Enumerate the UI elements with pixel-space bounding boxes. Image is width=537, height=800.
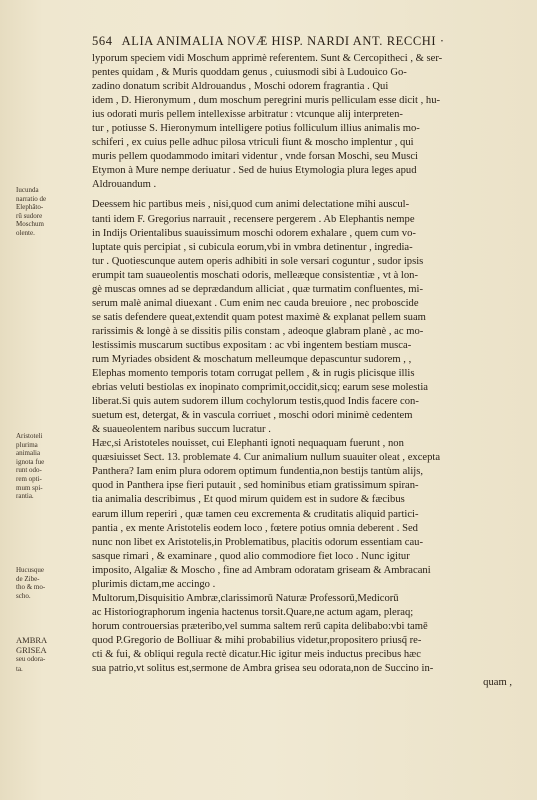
margin-line: Moschum xyxy=(16,220,44,229)
paragraph-2 xyxy=(92,198,522,437)
margin-line: ta. xyxy=(16,664,23,673)
text-line: erumpit tam suaueolentis moschati odoris, melleæque consistentiæ , vt à lon- xyxy=(92,269,418,281)
text-line: se satis defendere queat,extendit quam potest maximè & explanat pellem suam xyxy=(92,311,426,323)
text-line: schiferi , ex cuius pelle adhuc pilosa vtriculi fiunt & moscho implentur , qui xyxy=(92,137,414,149)
text-line: suetum est, detergat, & in vascula corriuet , moschi odori minimè cedentem xyxy=(92,410,413,422)
text-line: & suaueolentem naribus succum lucratur . xyxy=(92,424,271,436)
margin-line: Hucusque xyxy=(16,566,44,574)
margin-line: mum spi- xyxy=(16,483,43,492)
text-line: Aldrouandum . xyxy=(92,179,157,191)
text-line: in Indijs Orientalibus suauissimum moschi odorem exhalare , quem cum vo- xyxy=(92,227,416,239)
text-line: tanti idem F. Gregorius narrauit , recensere pergerem . Ab Elephantis nempe xyxy=(92,213,415,225)
text-line: gè muscas omnes ad se deprædandum alliciat , quæ turmatim confluentes, mi- xyxy=(92,283,423,295)
margin-line: runt odo- xyxy=(16,466,42,475)
margin-note-elephant xyxy=(16,186,90,238)
text-line: serum malè animal diuexant . Cum enim nec cauda breuiore , nec proboscide xyxy=(92,297,419,309)
margin-note-ambra xyxy=(16,636,90,674)
text-line: ebrias veluti bestiolas ex inopinato comprimit,occidit,sicq; earum sese molestia xyxy=(92,382,428,394)
margin-line: Aristoteli xyxy=(16,432,43,440)
text-line: quod in Panthera ipse fieri putauit , sed hominibus etiam gratissimum spiran- xyxy=(92,480,419,492)
text-line: tur , potiusse S. Hieronymum intelligere potius folliculum illius animalis mo- xyxy=(92,123,420,135)
text-line: nunc non libet ex Aristotelis,in Problematibus, placitis odorum essentiam cau- xyxy=(92,536,423,548)
margin-line: seu odora- xyxy=(16,655,46,663)
text-line: quod P.Gregorio de Bolliuar & mihi probabilius videtur,propositero priusq̃ re- xyxy=(92,634,422,646)
text-line: plurimis dictam,me accingo . xyxy=(92,578,216,590)
page-number: 564 xyxy=(92,34,113,48)
page-header xyxy=(92,34,522,49)
text-line: zadino donatum scribit Aldrouandus , Moschi odorem fragrantia . Qui xyxy=(92,81,389,93)
running-title: ALIA ANIMALIA NOVÆ HISP. NARDI ANT. RECCHI · xyxy=(121,34,445,48)
margin-line: scho. xyxy=(16,591,31,600)
text-line: tur . Quotiescunque autem operis adhibiti in sole versari coguntur , sudor ipsis xyxy=(92,255,424,267)
text-line: rum Myriades obsident & moschatum melleumque depascuntur sudorem , , xyxy=(92,353,412,365)
text-line: cti & fui, & obliqui regula rectè dicatur.Hic igitur meis inductus precibus hæc xyxy=(92,648,421,660)
paragraph-1 xyxy=(92,52,522,192)
catchword: quam , xyxy=(483,677,512,689)
text-line: Hæc,si Aristoteles nouisset, cui Elephanti ignoti nequaquam fuerunt , non xyxy=(92,438,404,450)
margin-line: tho & mo- xyxy=(16,583,46,592)
margin-line: ignota fue xyxy=(16,457,45,466)
margin-line: AMBRA xyxy=(16,636,48,645)
text-line: horum controuersias præteribo,vel summa saltem rerū capita delibabo:vbi tamē xyxy=(92,620,428,632)
margin-line: Elephāto- xyxy=(16,203,44,212)
text-line: rarissimis & longè à se dissitis pilis constam , adeoque glabram planè , ac mo- xyxy=(92,325,424,337)
text-line: sasque rimari , & examinare , quod alio commodiore fiet loco . Nunc igitur xyxy=(92,550,410,562)
text-line: Multorum,Disquisitio Ambræ,clarissimorū Naturæ Professorū,Medicorū xyxy=(92,592,399,604)
text-line: pantia , ex mente Aristotelis eodem loco , fœtere potius omnia deberent . Sed xyxy=(92,522,418,534)
text-line: tia animalia describimus , Et quod mirum quidem est in sudore & fæcibus xyxy=(92,494,405,506)
main-text xyxy=(92,52,522,690)
paragraph-4 xyxy=(92,592,522,690)
text-line: lestissimis muscarum suctibus expositam : ac vbi ingentem bestiam musca- xyxy=(92,339,412,351)
text-line: Etymon à Mure nempe deriuatur . Sed de huius Etymologia plura leges apud xyxy=(92,165,417,177)
margin-note-zibeth xyxy=(16,566,90,600)
text-line: Panthera? Iam enim plura odorem optimum fundentia,non bestijs tantùm alijs, xyxy=(92,466,423,478)
margin-line: animalia xyxy=(16,449,41,458)
text-line: liberat.Si quis autem sudorem illum cochylorum testis,quod Indis facere con- xyxy=(92,396,419,408)
text-line: lyporum speciem vidi Moschum apprimè referentem. Sunt & Cercopitheci , & ser- xyxy=(92,53,443,64)
text-line: idem , D. Hieronymum , dum moschum peregrini muris pelliculam esse dicit , hu- xyxy=(92,95,441,107)
paragraph-3 xyxy=(92,437,522,592)
margin-line: rantia. xyxy=(16,492,34,501)
margin-line: GRISEA xyxy=(16,645,47,655)
text-line: imposito, Algaliæ & Moscho , fine ad Ambram odoratam griseam & Ambracani xyxy=(92,564,431,576)
text-line: pentes quidam , & Muris quoddam genus , cuiusmodi sibi à Ludouico Go- xyxy=(92,67,407,79)
margin-line: narratio de xyxy=(16,194,47,203)
margin-line: de Zibe- xyxy=(16,574,40,583)
margin-line: rū sudore xyxy=(16,211,43,220)
text-line: Elephas momento temporis totam corrugat pellem , & in rugis plicisque illis xyxy=(92,368,415,380)
text-line: muris pellem quodammodo imitari videntur , vnde forsan Moschi, seu Musci xyxy=(92,151,419,163)
margin-line: plurima xyxy=(16,440,38,449)
margin-note-aristotle xyxy=(16,432,90,501)
text-line: sua patrio,vt solitus est,sermone de Ambra grisea seu odorata,non de Succino in- xyxy=(92,663,434,675)
text-line: quæsiuisset Sect. 13. problemate 4. Cur animalium nullum suauiter oleat , excepta xyxy=(92,452,441,464)
margin-line: Iucunda xyxy=(16,186,39,194)
text-line: Deessem hic partibus meis , nisi,quod cum animi delectatione mihi auscul- xyxy=(92,199,410,211)
text-line: earum illum reperiri , quæ tamen ceu excrementa & cruditatis aliquid partici- xyxy=(92,508,419,520)
margin-line: rem opti- xyxy=(16,474,42,483)
margin-line: olente. xyxy=(16,228,35,237)
text-line: ius odorati muris pellem intellexisse arbitratur : vtcunque alij interpreten- xyxy=(92,109,403,121)
text-line: luptate quis percipiat , si cubicula eorum,vbi in vmbra detinentur , ingredia- xyxy=(92,241,413,253)
text-line: ac Historiographorum ingenia hactenus torsit.Quare,ne actum agam, pleraq; xyxy=(92,606,414,618)
